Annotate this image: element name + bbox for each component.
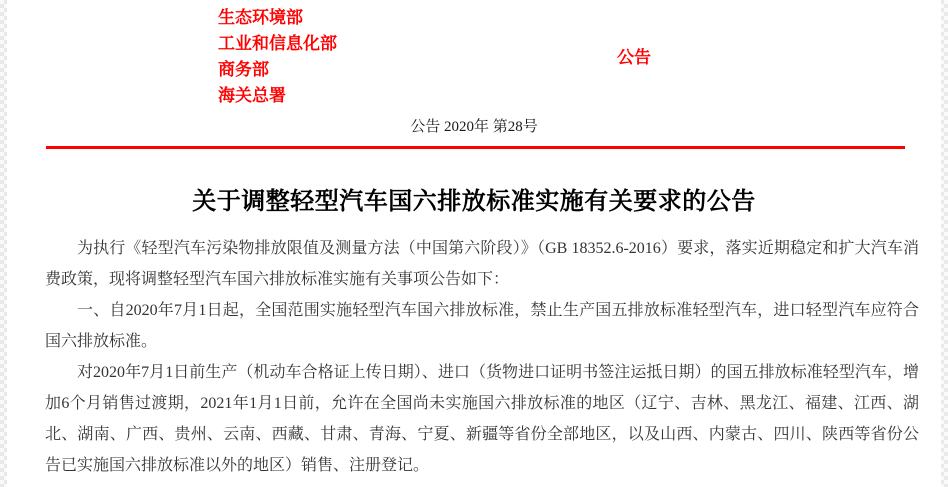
- paragraph-intro: 为执行《轻型汽车污染物排放限值及测量方法（中国第六阶段）》（GB 18352.6-2016）要求，落实近期稳定和扩大汽车消费政策，现将调整轻型汽车国六排放标准实施有关事项公告如下：: [45, 240, 919, 288]
- issuer-name-mofcom: 商务部: [218, 60, 269, 79]
- document-title: 关于调整轻型汽车国六排放标准实施有关要求的公告: [192, 188, 756, 215]
- issuing-agencies: [218, 5, 337, 109]
- announcement-label: 公告: [617, 48, 651, 67]
- issuer-name-customs: 海关总署: [218, 86, 286, 105]
- paragraph-transition-period: 对2020年7月1日前生产（机动车合格证上传日期）、进口（货物进口证明书签注运抵日期）的国五排放标准轻型汽车，增加6个月销售过渡期，2021年1月1日前，允许在全国尚未实施国六排放标准的地区（辽宁、吉林、黑龙江、福建、江西、湖北、湖南、广西、贵州、云南、西藏、甘肃、青海、宁夏、新疆等省份全部地区，以及山西、内蒙古、四川、陕西等省份公告已实施国六排放标准以外的地区）销售、注册登记。: [45, 364, 919, 474]
- document-page: [7, 0, 941, 487]
- issuer-name-miit: 工业和信息化部: [218, 34, 337, 53]
- document-body: [7, 233, 941, 481]
- issuer-name-mee: 生态环境部: [218, 8, 303, 27]
- red-divider-line: [46, 146, 905, 149]
- document-number: 公告 2020年 第28号: [410, 119, 538, 135]
- paragraph-item-one: 一、自2020年7月1日起，全国范围实施轻型汽车国六排放标准，禁止生产国五排放标准轻型汽车，进口轻型汽车应符合国六排放标准。: [45, 302, 919, 350]
